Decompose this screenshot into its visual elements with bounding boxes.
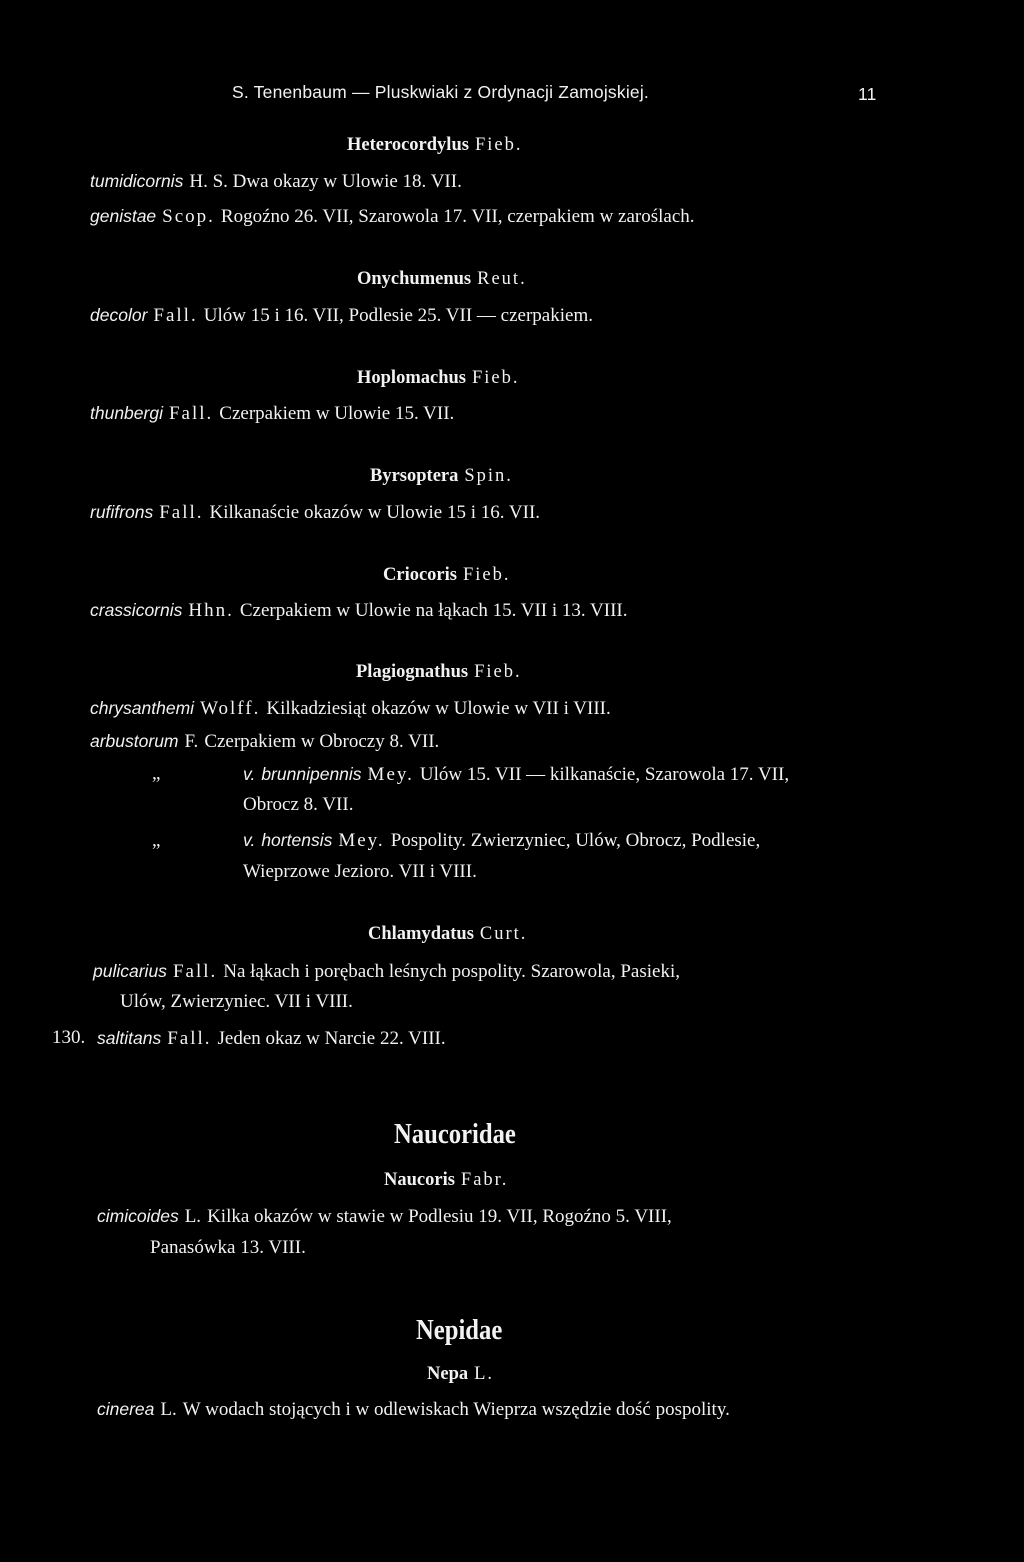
genus-heading	[357, 366, 519, 390]
running-title: S. Tenenbaum — Pluskwiaki z Ordynacji Zamojskiej.	[232, 82, 649, 102]
genus-author: Reut.	[477, 269, 527, 289]
species-author: Mey.	[338, 830, 385, 851]
genus-name: Hoplomachus	[357, 368, 466, 388]
genus-name: Naucoris	[384, 1170, 455, 1190]
species-text: Ulów 15. VII — kilkanaście, Szarowola 17. VII,	[419, 764, 790, 785]
variety-abbrev: v.	[243, 830, 256, 850]
genus-name: Criocoris	[383, 565, 457, 585]
species-author: Mey.	[367, 764, 414, 785]
species-entry	[97, 1204, 672, 1229]
species-entry	[97, 1026, 446, 1051]
genus-author: Fieb.	[471, 368, 520, 388]
species-text: Kilka okazów w stawie w Podlesiu 19. VII, Rogoźno 5. VIII,	[207, 1206, 672, 1227]
variety-entry	[243, 762, 789, 787]
species-text: H. S. Dwa okazy w Ulowie 18. VII.	[189, 171, 462, 192]
species-text: Czerpakiem w Obroczy 8. VII.	[204, 731, 440, 752]
species-text: W wodach stojących i w odlewiskach Wieprza wszędzie dość pospolity.	[182, 1399, 730, 1420]
genus-author: Fieb.	[474, 135, 523, 155]
entry-number: 130.	[52, 1027, 86, 1048]
genus-author: Fabr.	[460, 1170, 509, 1190]
species-name: crassicornis	[90, 600, 183, 620]
species-author: Fall.	[159, 502, 204, 523]
family-heading: Nepidae	[416, 1314, 503, 1346]
species-name: tumidicornis	[90, 171, 184, 191]
species-entry	[90, 598, 628, 623]
genus-author: Curt.	[479, 924, 528, 944]
species-author: Scop.	[162, 206, 215, 227]
species-name: cinerea	[97, 1399, 155, 1419]
species-entry	[93, 959, 680, 984]
genus-name: Heterocordylus	[347, 135, 469, 155]
genus-author: Fieb.	[462, 565, 511, 585]
species-name: thunbergi	[90, 403, 163, 423]
species-author: Fall.	[172, 961, 218, 982]
variety-entry	[243, 828, 760, 853]
genus-heading	[384, 1168, 508, 1192]
species-name: brunnipennis	[261, 764, 362, 784]
species-name: saltitans	[97, 1028, 162, 1048]
species-name: decolor	[90, 305, 148, 325]
genus-heading	[368, 922, 527, 946]
species-text: Czerpakiem w Ulowie na łąkach 15. VII i 13. VIII.	[239, 600, 628, 621]
species-name: cimicoides	[97, 1206, 179, 1226]
species-author: Fall.	[167, 1028, 212, 1049]
genus-heading	[427, 1362, 494, 1386]
genus-name: Onychumenus	[357, 269, 472, 289]
species-text: Pospolity. Zwierzyniec, Ulów, Obrocz, Podlesie,	[390, 830, 761, 851]
species-entry	[90, 303, 593, 328]
species-author: Fall.	[168, 403, 214, 424]
species-text-continued: Panasówka 13. VIII.	[150, 1237, 306, 1258]
species-text: Jeden okaz w Narcie 22. VIII.	[217, 1028, 446, 1049]
species-entry	[90, 401, 454, 426]
species-author: Hhn.	[188, 600, 234, 621]
species-text-continued: Wieprzowe Jezioro. VII i VIII.	[243, 861, 477, 882]
species-entry	[90, 696, 611, 721]
page-number: 11	[858, 84, 877, 104]
species-entry	[90, 169, 462, 194]
species-name: pulicarius	[93, 961, 167, 981]
species-text: Na łąkach i porębach leśnych pospolity. Szarowola, Pasieki,	[223, 961, 681, 982]
genus-heading	[357, 267, 527, 291]
species-text: Kilkadziesiąt okazów w Ulowie w VII i VIII.	[266, 698, 611, 719]
species-entry	[90, 729, 439, 754]
species-name: hortensis	[261, 830, 333, 850]
species-author: L.	[184, 1206, 202, 1227]
species-text: Rogoźno 26. VII, Szarowola 17. VII, czerpakiem w zaroślach.	[220, 206, 695, 227]
species-author: Fall.	[153, 305, 198, 326]
genus-author: Fieb.	[474, 662, 522, 682]
species-name: rufifrons	[90, 502, 154, 522]
family-heading: Naucoridae	[394, 1118, 516, 1150]
species-text-continued: Obrocz 8. VII.	[243, 794, 354, 815]
species-name: arbustorum	[90, 731, 179, 751]
species-text: Czerpakiem w Ulowie 15. VII.	[219, 403, 455, 424]
genus-name: Plagiognathus	[356, 662, 469, 682]
genus-name: Byrsoptera	[370, 466, 459, 486]
species-text: Kilkanaście okazów w Ulowie 15 i 16. VII.	[209, 502, 541, 523]
species-text-continued: Ulów, Zwierzyniec. VII i VIII.	[120, 991, 353, 1012]
species-entry	[90, 204, 695, 229]
species-text: Ulów 15 i 16. VII, Podlesie 25. VII — czerpakiem.	[203, 305, 593, 326]
ditto-mark: „	[152, 763, 161, 784]
genus-heading	[356, 660, 522, 684]
genus-name: Nepa	[427, 1364, 469, 1384]
variety-abbrev: v.	[243, 764, 256, 784]
species-entry	[90, 500, 540, 525]
species-author: F.	[184, 731, 199, 752]
genus-heading	[383, 563, 511, 587]
species-name: genistae	[90, 206, 157, 226]
species-entry	[97, 1397, 730, 1422]
genus-author: Spin.	[464, 466, 513, 486]
genus-heading	[370, 464, 513, 488]
genus-name: Chlamydatus	[368, 924, 474, 944]
ditto-mark: „	[152, 830, 161, 851]
genus-heading	[347, 133, 522, 157]
species-name: chrysanthemi	[90, 698, 195, 718]
species-author: Wolff.	[200, 698, 261, 719]
genus-author: L.	[474, 1364, 495, 1384]
species-author: L.	[160, 1399, 177, 1420]
